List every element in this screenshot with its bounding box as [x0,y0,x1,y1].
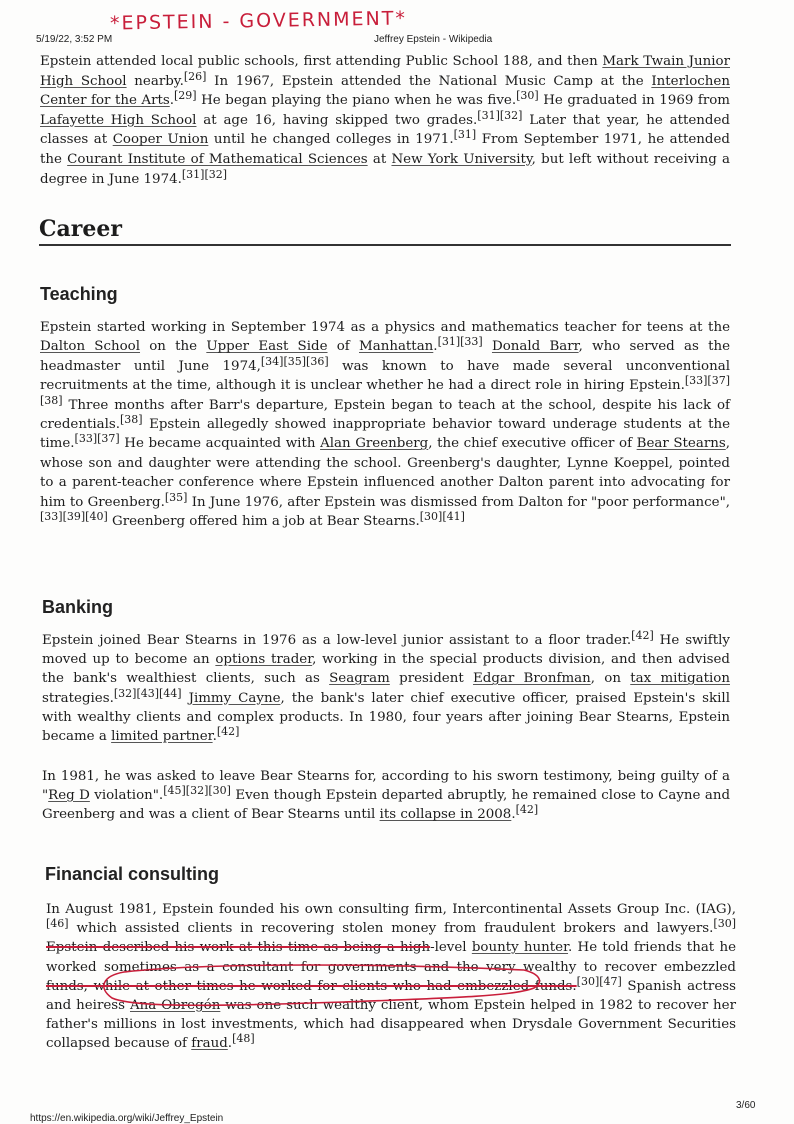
citation[interactable]: [42] [515,803,539,817]
link-dalton-school[interactable]: Dalton School [40,339,141,355]
link-upper-east-side[interactable]: Upper East Side [206,339,328,355]
section-heading-career: Career [39,216,122,242]
link-tax-mitigation[interactable]: tax mitigation [630,671,730,687]
citation[interactable]: [30][41] [419,510,465,524]
citation[interactable]: [31][32] [181,167,228,181]
citation[interactable]: [46] [46,917,69,931]
banking-paragraph-1: Epstein joined Bear Stearns in 1976 as a low-level junior assistant to a floor trader.[42] He swiftly moved up to become an options trader, working in the special products division, and then advised the bank's wealthiest clients, such as Seagram president Edgar Bronfman, on tax mitigation strategies.[32][43][44] Jimmy Cayne, the bank's later chief executive officer, praised Epstein's skill with wealthy clients and complex products. In 1980, four years after joining Bear Stearns, Epstein became a limited partner.[42] [42,629,730,745]
citation[interactable]: [42] [631,629,654,642]
link-lafayette-hs[interactable]: Lafayette High School [40,112,197,128]
link-bounty-hunter[interactable]: bounty hunter [471,940,569,956]
annotated-circled-text: at he worked sometimes as a consultant for governments an [46,940,736,975]
financial-consulting-paragraph: In August 1981, Epstein founded his own consulting firm, Intercontinental Assets Group Inc. (IAG),[46] which assisted clients in recovering stolen money from fraudulent brokers and lawyers.[30] Epstein described his work at this time as being a high-level bounty hunter. He told friends that he worked sometimes as a consultant for governments and the very wealthy to recover embezzled funds, while at other times he worked for clients who had embezzled funds.[30][47] Spanish actress and heiress Ana Obregón was one such wealthy client, whom Epstein helped in 1982 to recover her father's millions in lost investments, which had disappeared when Drysdale Government Securities collapsed because of fraud.[48] [46,902,737,1052]
subsection-heading-teaching: Teaching [40,284,118,304]
print-url: https://en.wikipedia.org/wiki/Jeffrey_Epstein [30,1113,224,1124]
annotated-strikethrough-text: Epstein described his work at this time as being a high [46,940,431,956]
banking-paragraph-2: In 1981, he was asked to leave Bear Stearns for, according to his sworn testimony, being guilty of a "Reg D violation".[45][32][30] Even though Epstein departed abruptly, he remained close to Cayne and Greenberg and was a client of Bear Stearns until its collapse in 2008.[42] [42,769,731,823]
link-alan-greenberg[interactable]: Alan Greenberg [320,436,429,452]
subsection-heading-financial-consulting: Financial consulting [45,864,220,884]
citation[interactable]: [26] [183,69,207,83]
citation[interactable]: [31] [453,128,477,142]
link-cooper-union[interactable]: Cooper Union [112,132,209,148]
print-page-title: Jeffrey Epstein - Wikipedia [374,34,493,45]
citation[interactable]: [30] [516,89,539,103]
link-options-trader[interactable]: options trader [215,652,313,668]
link-courant-institute[interactable]: Courant Institute of Mathematical Sciences [67,151,368,167]
link-nyu[interactable]: New York University [391,151,532,167]
link-interlochen[interactable]: Interlochen Center for the Arts [40,73,730,109]
link-reg-d[interactable]: Reg D [48,788,90,804]
citation[interactable]: [30] [713,917,736,931]
print-timestamp: 5/19/22, 3:52 PM [36,34,113,45]
citation[interactable]: [29] [174,89,197,103]
citation[interactable]: [33][39][40] [40,510,108,524]
teaching-paragraph: Epstein started working in September 1974 as a physics and mathematics teacher for teens at the Dalton School on the Upper East Side of Manhattan.[31][33] Donald Barr, who served as the headmaster until June 1974,[34][35][36] was known to have made several unconventional recruitments at the time, although it is unclear whether he had a direct role in hiring Epstein.[33][37][38] Three months after Barr's departure, Epstein began to teach at the school, despite his lack of credentials.[38] Epstein allegedly showed inappropriate behavior toward underage students at the time.[33][37] He became acquainted with Alan Greenberg, the chief executive officer of Bear Stearns, whose son and daughter were attending the school. Greenberg's daughter, Lynne Koeppel, pointed to a parent-teacher conference where Epstein influenced another Dalton parent into advocating for him to Greenberg.[35] In June 1976, after Epstein was dismissed from Dalton for "poor performance",[33][39][40] Greenberg offered him a job at Bear Stearns.[30][41] [40,320,731,530]
citation[interactable]: [38] [120,413,143,427]
citation[interactable]: [33][37] [74,432,120,446]
citation[interactable]: [42] [216,725,240,739]
link-seagram[interactable]: Seagram [329,671,390,687]
link-bear-stearns-collapse[interactable]: its collapse in 2008 [379,807,512,823]
link-manhattan[interactable]: Manhattan [359,339,434,355]
citation[interactable]: [48] [232,1032,255,1046]
citation[interactable]: [31][32] [477,108,523,122]
handwritten-annotation: *EPSTEIN - GOVERNMENT* [109,7,408,35]
citation[interactable]: [45][32][30] [163,784,231,798]
link-fraud[interactable]: fraud [191,1036,228,1052]
citation[interactable]: [31][33] [437,335,483,349]
link-mark-twain-jhs[interactable]: Mark Twain Junior High School [40,54,730,89]
annotated-strikethrough-text: funds, while at other times he worked for clients who had embezzled funds. [46,978,577,994]
link-edgar-bronfman[interactable]: Edgar Bronfman [472,671,591,687]
citation[interactable]: [34][35][36] [260,354,329,368]
link-jimmy-cayne[interactable]: Jimmy Cayne [188,690,281,706]
link-donald-barr[interactable]: Donald Barr [491,339,579,355]
citation[interactable]: [30][47] [576,974,622,988]
subsection-heading-banking: Banking [42,597,114,617]
print-page-number: 3/60 [736,1100,756,1111]
section-divider [39,244,731,246]
intro-paragraph: Epstein attended local public schools, first attending Public School 188, and then Mark Twain Junior High School nearby.[26] In 1967, Epstein attended the National Music Camp at the Interlochen Center for the Arts.[29] He began playing the piano when he was five.[30] He graduated in 1969 from Lafayette High School at age 16, having skipped two grades.[31][32] Later that year, he attended classes at Cooper Union until he changed colleges in 1971.[31] From September 1971, he attended the Courant Institute of Mathematical Sciences at New York University, but left without receiving a degree in June 1974.[31][32] [40,54,731,187]
citation[interactable]: [35] [164,490,188,504]
link-ana-obregon[interactable]: Ana Obregón [129,998,221,1014]
citation[interactable]: [33][37][38] [40,374,730,407]
link-limited-partner[interactable]: limited partner [111,729,213,745]
link-bear-stearns[interactable]: Bear Stearns [636,436,726,452]
citation[interactable]: [32][43][44] [113,686,182,700]
